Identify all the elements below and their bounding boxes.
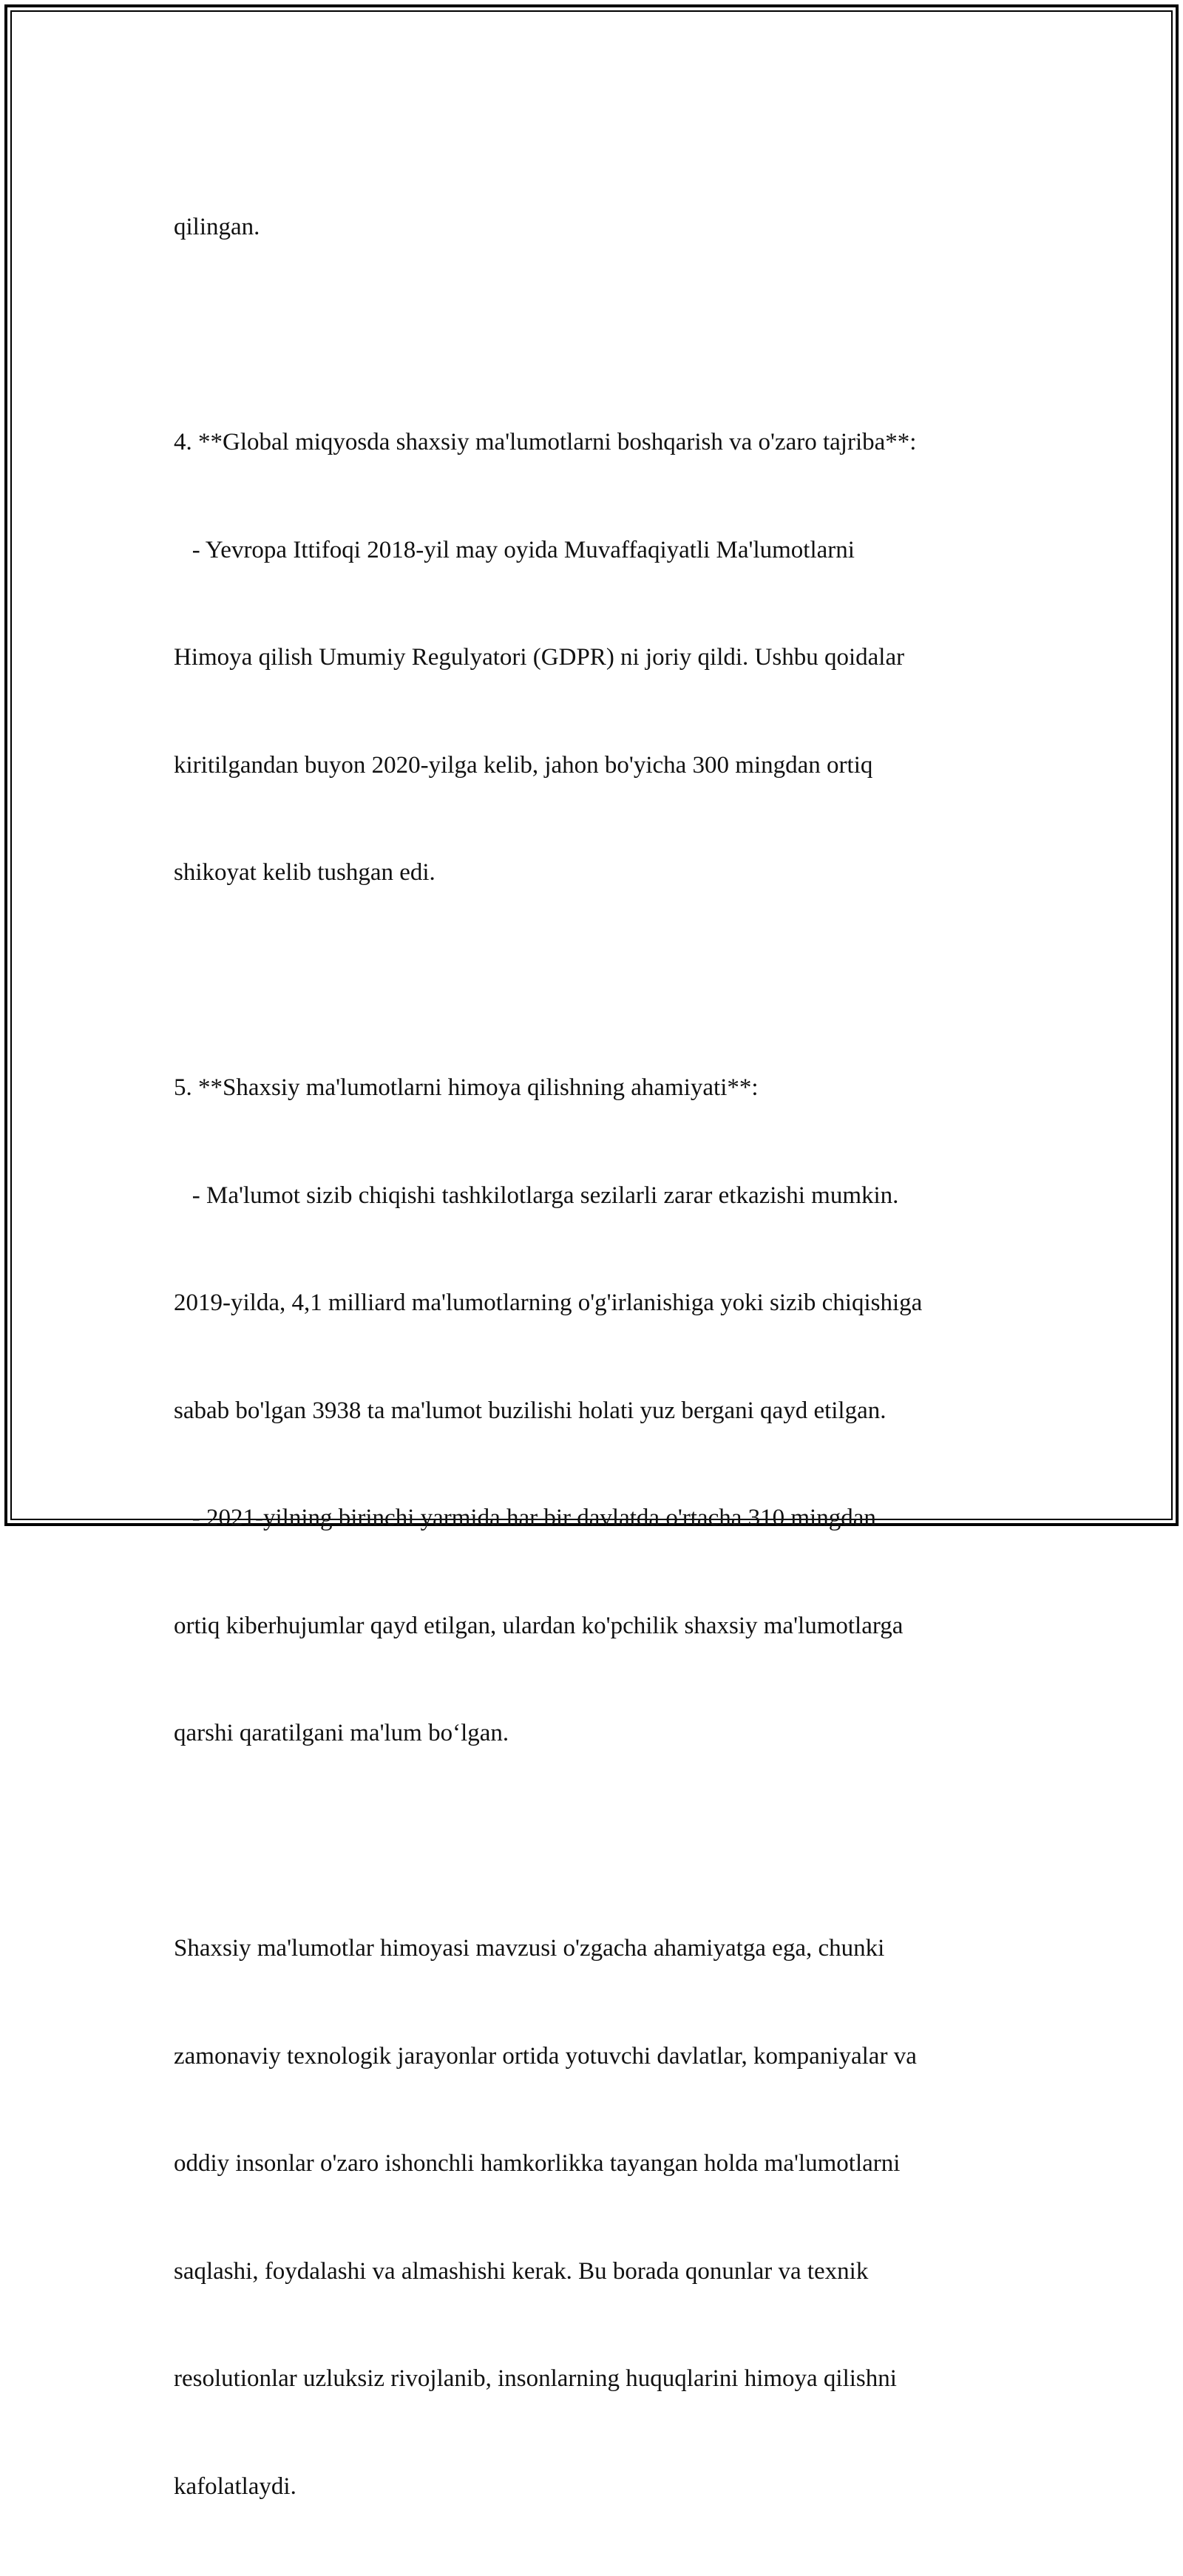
section-4 [174, 353, 1031, 963]
text-line: oddiy insonlar o'zaro ishonchli hamkorlikka tayangan holda ma'lumotlarni [174, 2150, 901, 2177]
text-line: 2019-yilda, 4,1 milliard ma'lumotlarning o'g'irlanishiga yoki sizib chiqishiga [174, 1289, 923, 1316]
text-line: kiritilgandan buyon 2020-yilga kelib, jahon bo'yicha 300 mingdan ortiq [174, 751, 873, 779]
text-line: zamonaviy texnologik jarayonlar ortida yotuvchi davlatlar, kompaniyalar va [174, 2042, 917, 2070]
text-line: sabab bo'lgan 3938 ta ma'lumot buzilishi holati yuz bergani qayd etilgan. [174, 1397, 887, 1424]
text-line: ortiq kiberhujumlar qayd etilgan, ulardan ko'pchilik shaxsiy ma'lumotlarga [174, 1612, 904, 1639]
text-line: Himoya qilish Umumiy Regulyatori (GDPR) ni joriy qildi. Ushbu qoidalar [174, 644, 905, 671]
paragraph-gap [174, 1823, 1031, 1860]
section-5 [174, 998, 1031, 1823]
paragraph-continuation [174, 138, 1031, 317]
text-line: qilingan. [174, 214, 260, 240]
document-body [174, 138, 1031, 2576]
conclusion-paragraph [174, 1859, 1031, 2576]
text-line: - Yevropa Ittifoqi 2018-yil may oyida Muvaffaqiyatli Ma'lumotlarni [174, 536, 855, 563]
paragraph-gap [174, 317, 1031, 353]
text-line: resolutionlar uzluksiz rivojlanib, insonlarning huquqlarini himoya qilishni [174, 2365, 897, 2392]
paragraph-gap [174, 963, 1031, 999]
text-line: kafolatlaydi. [174, 2472, 296, 2500]
section-5-heading: 5. **Shaxsiy ma'lumotlarni himoya qilishning ahamiyati**: [174, 1074, 759, 1101]
text-line: saqlashi, foydalashi va almashishi kerak. Bu borada qonunlar va texnik [174, 2257, 869, 2285]
text-line: - 2021-yilning birinchi yarmida har bir davlatda o'rtacha 310 mingdan [174, 1505, 876, 1531]
text-line: - Ma'lumot sizib chiqishi tashkilotlarga sezilarli zarar etkazishi mumkin. [174, 1182, 899, 1209]
text-line: shikoyat kelib tushgan edi. [174, 859, 435, 886]
text-line: qarshi qaratilgani ma'lum bo‘lgan. [174, 1720, 509, 1746]
section-4-heading: 4. **Global miqyosda shaxsiy ma'lumotlarni boshqarish va o'zaro tajriba**: [174, 429, 917, 455]
text-line: Shaxsiy ma'lumotlar himoyasi mavzusi o'zgacha ahamiyatga ega, chunki [174, 1935, 885, 1962]
